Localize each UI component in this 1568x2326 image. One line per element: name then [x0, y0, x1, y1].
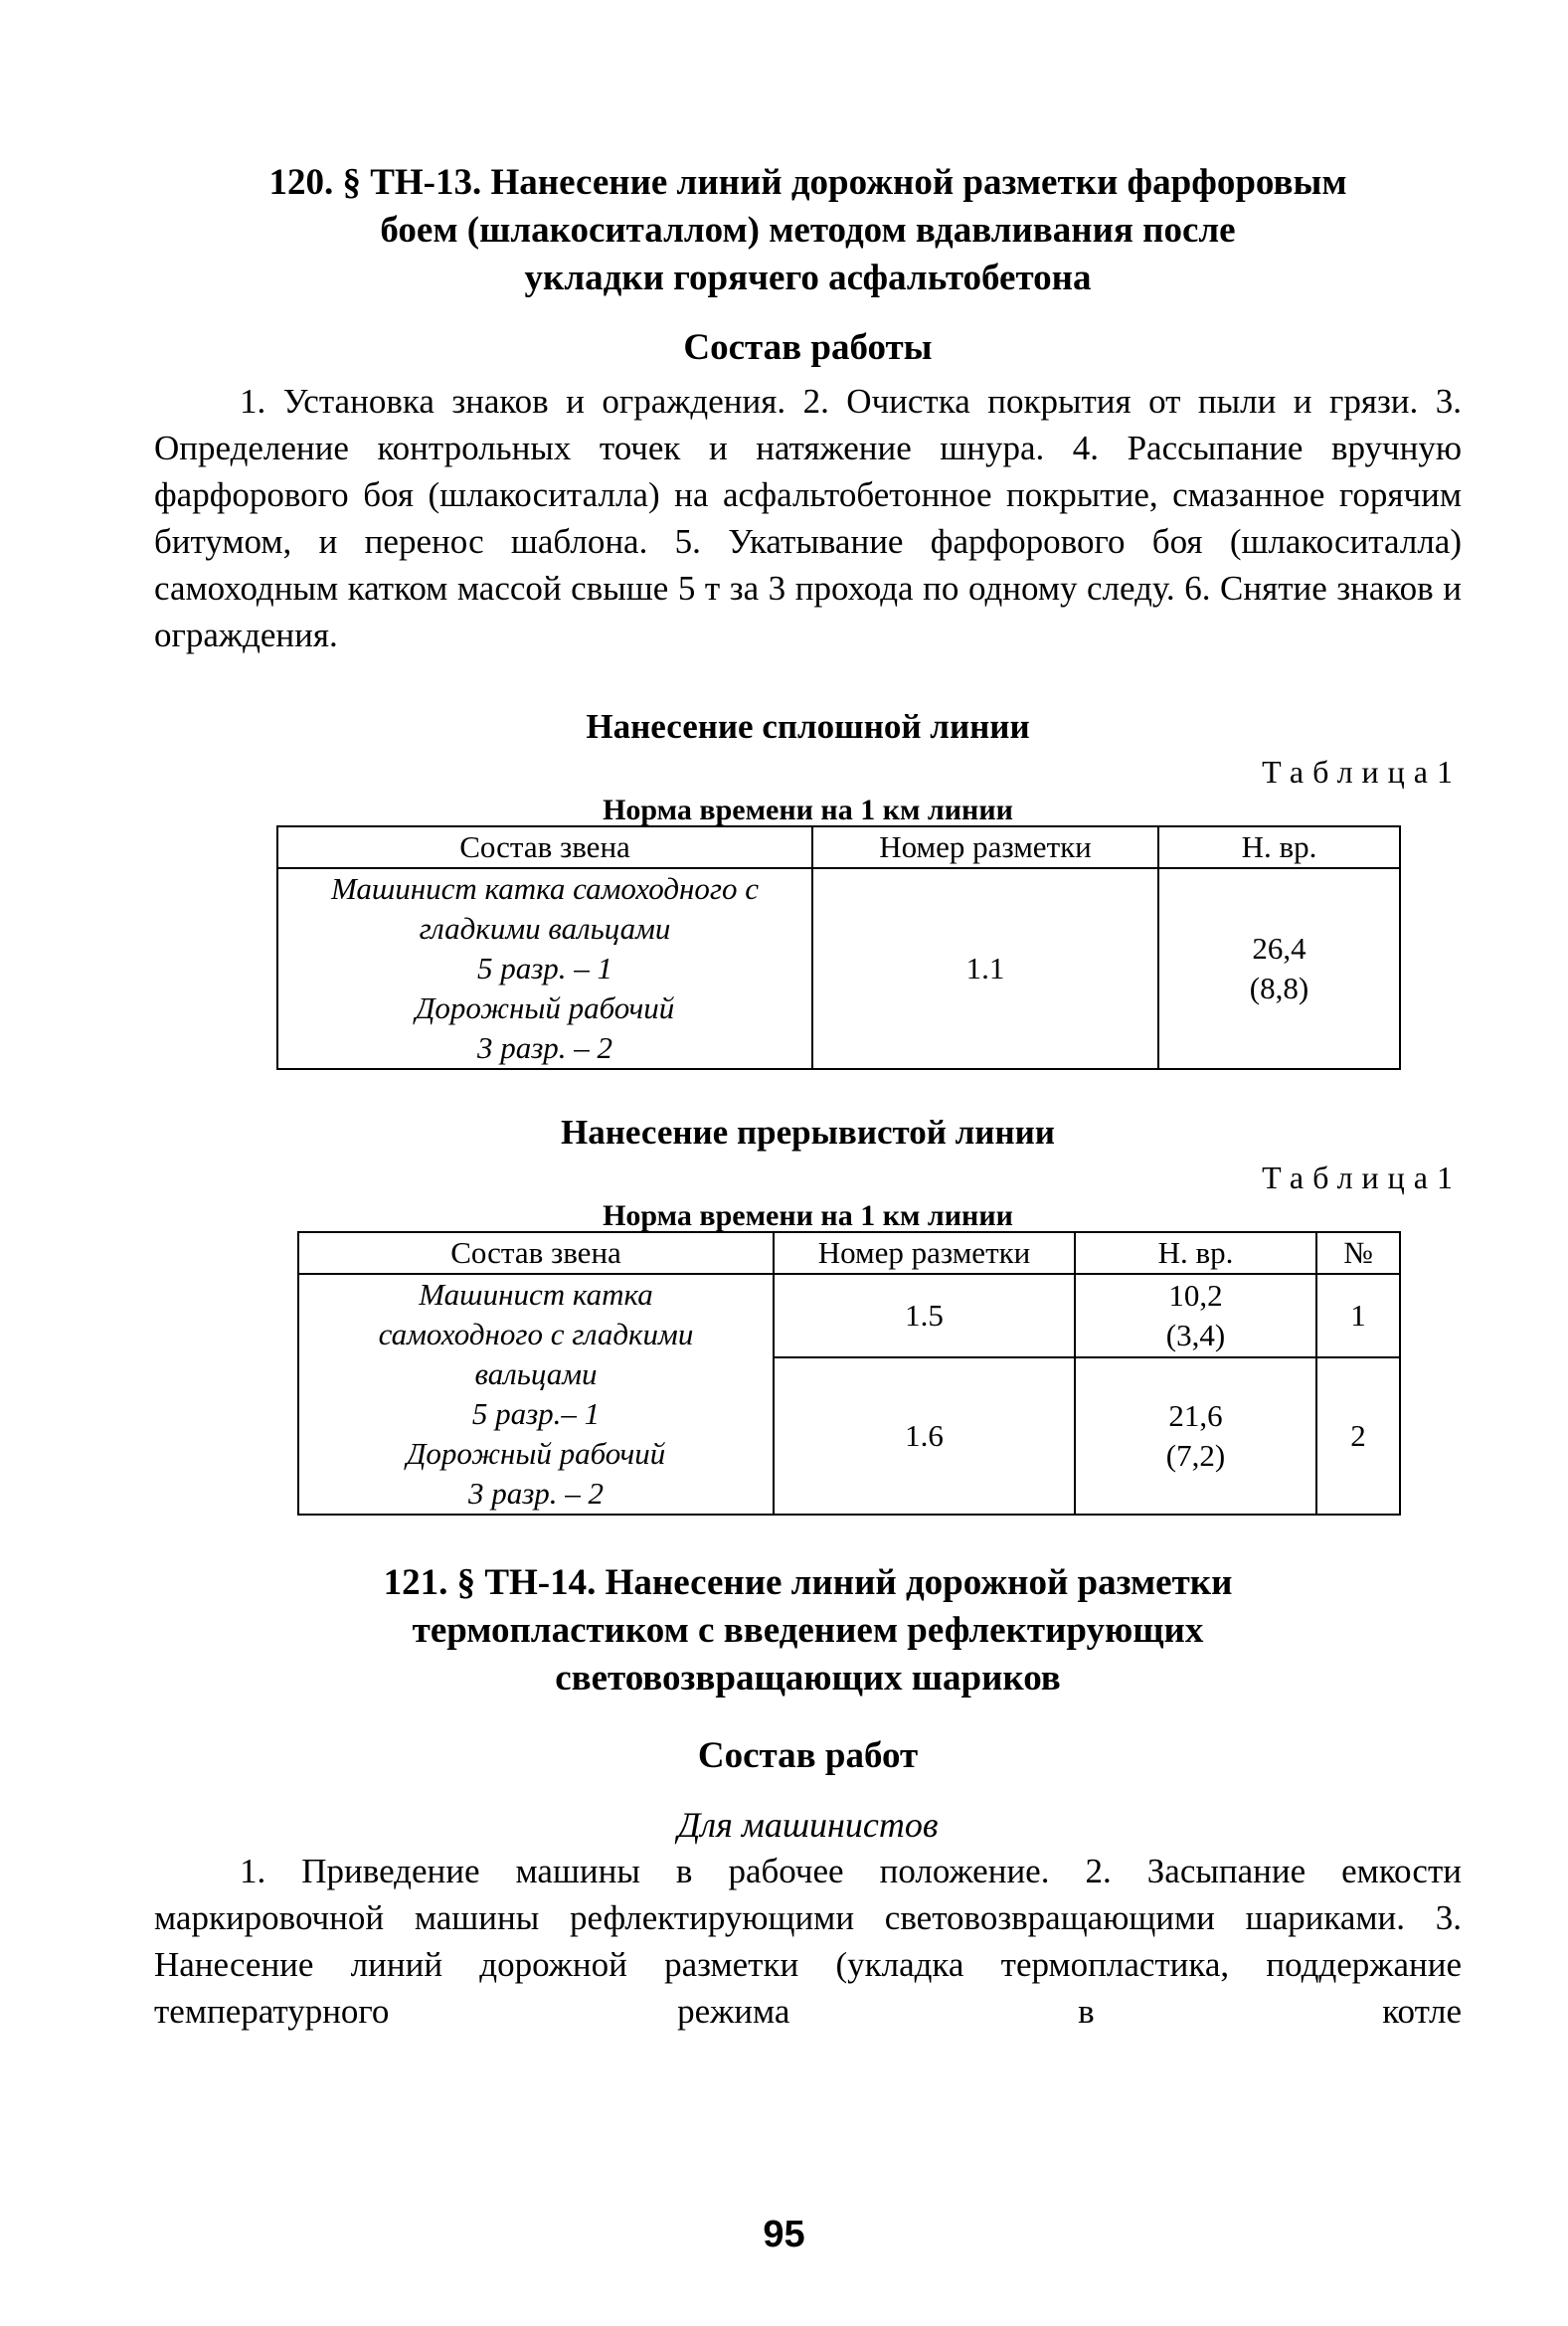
crew-line: Дорожный рабочий — [406, 1436, 666, 1471]
crew-cell — [277, 868, 812, 1069]
table2-heading: Нанесение прерывистой линии — [561, 1113, 1055, 1152]
crew-line: вальцами — [474, 1356, 598, 1391]
mark-number-cell: 1.5 — [774, 1274, 1075, 1357]
section-title-line: укладки горячего асфальтобетона — [524, 258, 1092, 298]
time-sub: (3,4) — [1165, 1318, 1226, 1352]
crew-cell — [298, 1274, 774, 1515]
table2-norm-caption: Норма времени на 1 км линии — [603, 1199, 1013, 1232]
time-sub: (7,2) — [1165, 1438, 1226, 1473]
crew-line: 3 разр. – 2 — [467, 1476, 605, 1511]
time-main: 21,6 — [1168, 1398, 1223, 1433]
work-composition-text: 1. Установка знаков и ограждения. 2. Очистка покрытия от пыли и грязи. 3. Определение контрольных точек и натяжение шнура. 4. Рассыпание вручную фарфорового боя (шлакоситалла) на асфальтобетонное покрытие, смазанное горячим битумом, и перенос шаблона. 5. Укатывание фарфорового боя (шлакоситалла) самоходным катком массой свыше 5 т за 3 прохода по одному следу. 6. Снятие знаков и ограждения. — [154, 382, 1462, 654]
time-sub: (8,8) — [1249, 971, 1309, 1005]
crew-line: 5 разр.– 1 — [471, 1396, 601, 1431]
mark-number-cell: 1.6 — [774, 1357, 1075, 1515]
table-header-cell: Н. вр. — [1158, 826, 1400, 868]
table-header-cell: Номер разметки — [812, 826, 1158, 868]
crew-line: Дорожный рабочий — [415, 990, 675, 1025]
table-header-row — [298, 1232, 1400, 1274]
work-composition-heading: Состав работы — [683, 327, 933, 368]
table2-label: Таблица1 — [1262, 1160, 1462, 1195]
time-main: 26,4 — [1252, 931, 1307, 966]
table1-heading: Нанесение сплошной линии — [586, 707, 1030, 746]
table-header-row — [277, 826, 1400, 868]
table-header-cell: Состав звена — [298, 1232, 774, 1274]
row-number-cell: 1 — [1316, 1274, 1400, 1357]
table-header-cell: Состав звена — [277, 826, 812, 868]
work-composition-heading: Состав работ — [697, 1735, 919, 1776]
section-121-title — [154, 1559, 1462, 1702]
table-header-cell: Н. вр. — [1075, 1232, 1316, 1274]
mark-number-cell: 1.1 — [812, 868, 1158, 1069]
section-120-title — [154, 159, 1462, 302]
crew-line: самоходного с гладкими — [378, 1317, 694, 1351]
time-norm-cell — [1075, 1274, 1316, 1357]
crew-line: гладкими вальцами — [419, 911, 671, 946]
table2 — [297, 1231, 1401, 1516]
operators-subheading: Для машинистов — [677, 1805, 939, 1845]
page-number: 95 — [763, 2214, 805, 2255]
crew-line: Машинист катка самоходного с — [330, 871, 760, 906]
time-norm-cell — [1158, 868, 1400, 1069]
section-title-line: световозвращающих шариков — [555, 1658, 1061, 1699]
time-main: 10,2 — [1168, 1278, 1223, 1313]
operators-work-text: 1. Приведение машины в рабочее положение. 2. Засыпание емкости маркировочной машины рефлектирующими световозвращающими шариками. 3. Нанесение линий дорожной разметки (укладка термопластика, поддержание температурного режима в котле — [154, 1852, 1462, 2031]
time-norm-cell — [1075, 1357, 1316, 1515]
page-content — [154, 159, 1462, 2035]
row-number-cell: 2 — [1316, 1357, 1400, 1515]
crew-line: 3 разр. – 2 — [476, 1030, 613, 1065]
table-row — [298, 1274, 1400, 1357]
crew-line: Машинист катка — [419, 1277, 653, 1312]
section-title-line: 120. § ТН-13. Нанесение линий дорожной разметки фарфоровым — [268, 162, 1347, 203]
section-title-line: боем (шлакоситаллом) методом вдавливания после — [380, 210, 1236, 251]
section-title-line: 121. § ТН-14. Нанесение линий дорожной разметки — [383, 1562, 1233, 1603]
table-row — [277, 868, 1400, 1069]
crew-line: 5 разр. – 1 — [476, 951, 613, 985]
table1-norm-caption: Норма времени на 1 км линии — [603, 794, 1013, 826]
table-header-cell: Номер разметки — [774, 1232, 1075, 1274]
table-header-cell: № — [1316, 1232, 1400, 1274]
table1-label: Таблица1 — [1262, 754, 1462, 790]
table1 — [276, 825, 1401, 1070]
section-title-line: термопластиком с введением рефлектирующих — [412, 1610, 1204, 1651]
